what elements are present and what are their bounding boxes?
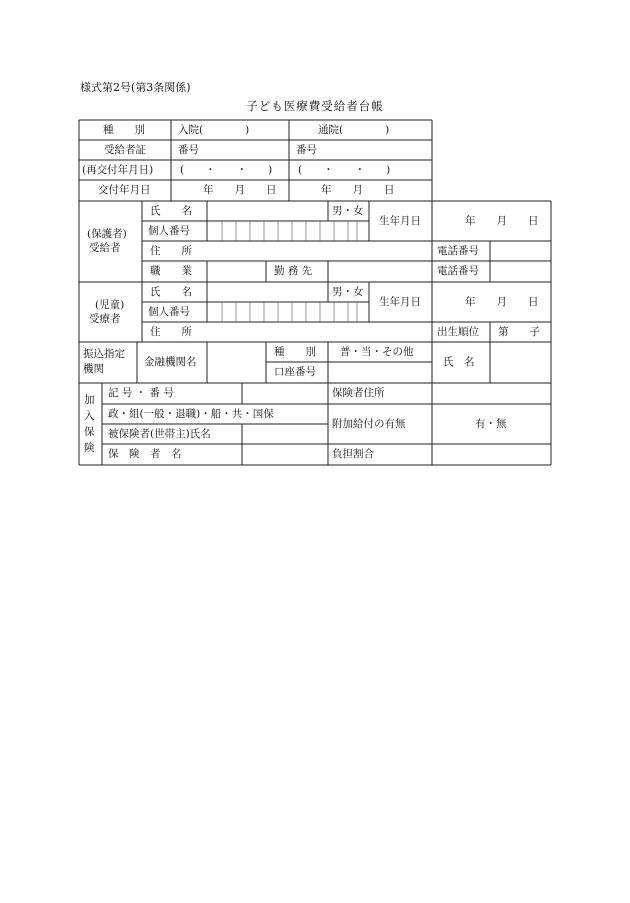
certificate-number-a: 番号: [178, 144, 199, 156]
bank-type-label: 種 別: [274, 346, 316, 358]
child-birth-label: 生年月日: [379, 296, 421, 308]
guardian-workplace-label: 勤 務 先: [274, 265, 313, 277]
page-title: 子ども医療費受給者台帳: [246, 99, 384, 113]
insurance-side-label-4: 険: [84, 442, 95, 454]
bank-section-label: 振込指定: [83, 348, 125, 360]
issue-date-a: 年 月 日: [203, 184, 277, 196]
supplementary-benefit-label: 附加給付の有無: [332, 418, 406, 430]
child-section-label-2: 受療者: [89, 313, 121, 325]
guardian-phone-label-a: 電話番号: [437, 245, 479, 257]
certificate-number-b: 番号: [296, 144, 317, 156]
type-label: 種 別: [103, 124, 145, 136]
issue-date-b: 年 月 日: [321, 184, 395, 196]
reissue-date-b: ( ・ ・ ): [298, 164, 391, 176]
guardian-occupation-label: 職 業: [150, 265, 192, 277]
child-birth-order-value: 第 子: [498, 326, 540, 338]
bank-section-label-2: 機関: [83, 363, 104, 375]
reissue-date-a: ( ・ ・ ): [180, 164, 273, 176]
guardian-section-label-2: 受給者: [89, 242, 121, 254]
insurance-symbol-number-label: 記 号 ・ 番 号: [108, 387, 174, 399]
guardian-birth-value: 年 月 日: [465, 215, 539, 227]
burden-ratio-label: 負担割合: [332, 448, 374, 460]
certificate-label: 受給者証: [104, 144, 146, 156]
guardian-name-label: 氏 名: [150, 205, 192, 217]
child-section-label: (児童): [95, 299, 125, 311]
child-birth-value: 年 月 日: [465, 296, 539, 308]
insurer-name-label: 保 険 者 名: [108, 448, 182, 460]
child-personal-number-label: 個人番号: [148, 306, 190, 318]
bank-holder-label: 氏 名: [443, 356, 475, 368]
child-gender: 男・女: [332, 286, 364, 298]
insurance-side-label-2: 入: [84, 410, 95, 422]
outpatient-field: 通院( ): [318, 124, 390, 136]
bank-account-number-label: 口座番号: [274, 366, 316, 378]
insured-name-label: 被保険者(世帯主)氏名: [108, 428, 211, 440]
supplementary-benefit-value: 有・無: [475, 418, 507, 430]
guardian-personal-number-label: 個人番号: [148, 225, 190, 237]
guardian-birth-label: 生年月日: [379, 215, 421, 227]
bank-institution-label: 金融機関名: [144, 356, 197, 368]
inpatient-field: 入院( ): [178, 124, 250, 136]
insurance-category-options: 政・組(一般・退職)・船・共・国保: [108, 408, 274, 420]
guardian-gender: 男・女: [332, 205, 364, 217]
child-birth-order-label: 出生順位: [437, 326, 479, 338]
reissue-date-label: (再交付年月日): [82, 164, 154, 176]
guardian-phone-label-b: 電話番号: [437, 265, 479, 277]
insurance-side-label-3: 保: [84, 426, 95, 438]
bank-type-options: 普・当・その他: [340, 346, 414, 358]
guardian-address-label: 住 所: [150, 245, 192, 257]
child-name-label: 氏 名: [150, 286, 192, 298]
issue-date-label: 交付年月日: [98, 184, 151, 196]
form-reference: 様式第2号(第3条関係): [80, 81, 191, 94]
child-address-label: 住 所: [150, 326, 192, 338]
insurer-address-label: 保険者住所: [332, 387, 385, 399]
insurance-side-label-1: 加: [84, 394, 95, 406]
guardian-section-label: (保護者): [87, 228, 127, 240]
